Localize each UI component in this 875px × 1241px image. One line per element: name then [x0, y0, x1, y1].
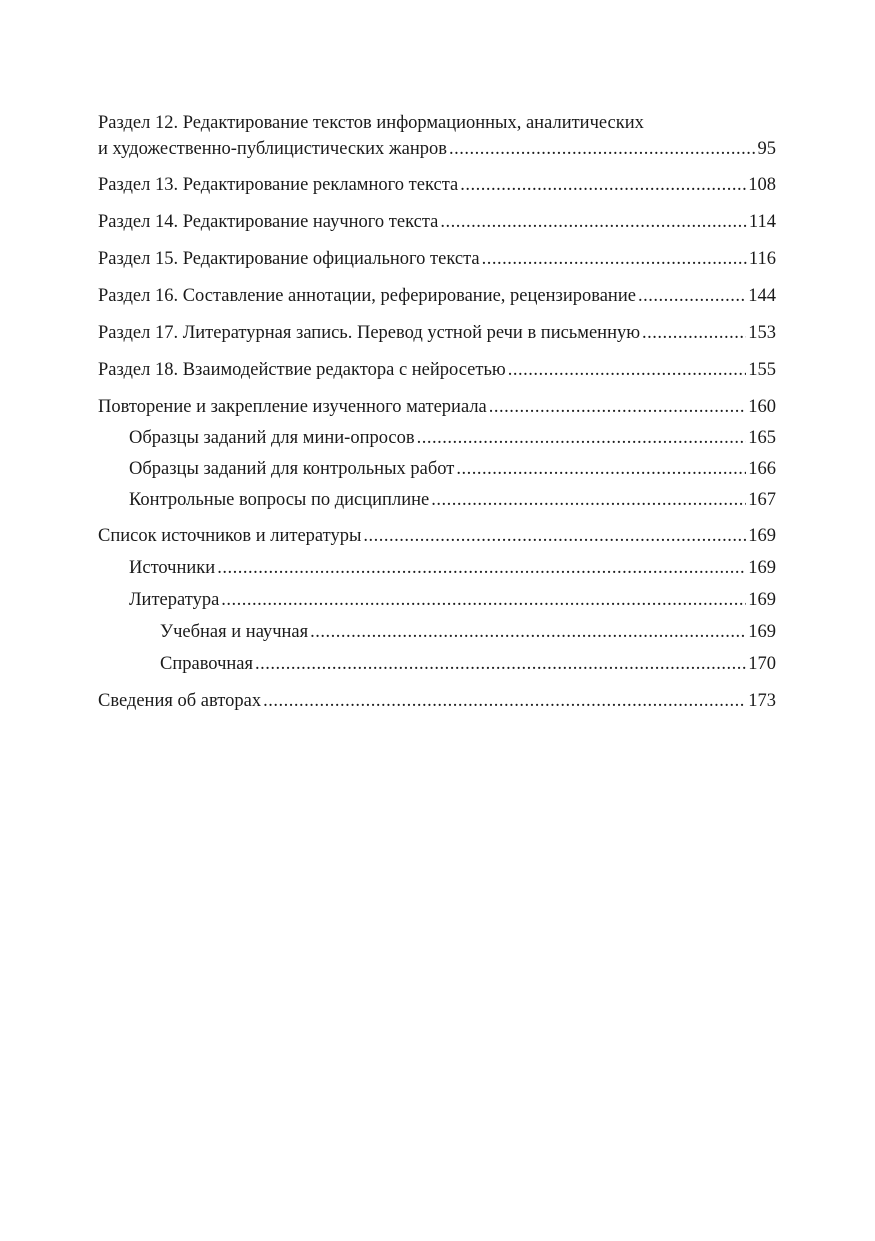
toc-entry-title: Справочная: [160, 654, 254, 674]
toc-entry-title-line1: Раздел 12. Редактирование текстов информационных, аналитических: [98, 113, 644, 133]
toc-entry-title: Повторение и закрепление изученного материала: [98, 397, 487, 417]
dot-leader: [255, 651, 746, 677]
toc-entry-title: Источники: [129, 558, 216, 578]
toc-entry-educational-scientific[interactable]: [98, 619, 776, 645]
toc-entry-bibliography[interactable]: [98, 523, 776, 549]
toc-entry-page: 170: [748, 654, 776, 674]
toc-entry-page: 155: [748, 360, 776, 380]
toc-entry-page: 160: [748, 397, 776, 417]
toc-entry-page: 153: [748, 323, 776, 343]
toc-entry-page: 108: [748, 175, 776, 195]
toc-entry-page: 169: [748, 526, 776, 546]
toc-entry-title: Образцы заданий для мини-опросов: [129, 428, 415, 448]
toc-entry-title: Сведения об авторах: [98, 691, 262, 711]
toc-entry-control-questions[interactable]: [98, 487, 776, 513]
toc-entry-page: 167: [748, 490, 776, 510]
toc-entry-literature[interactable]: [98, 587, 776, 613]
toc-entry-page: 166: [748, 459, 776, 479]
toc-entry-title: Раздел 18. Взаимодействие редактора с нейросетью: [98, 360, 506, 380]
toc-entry-title: Раздел 15. Редактирование официального текста: [98, 249, 480, 269]
dot-leader: [263, 688, 746, 714]
toc-entry-page: 169: [748, 558, 776, 578]
toc-entry-title: Список источников и литературы: [98, 526, 362, 546]
toc-entry-page: 116: [748, 249, 776, 269]
toc-entry-title: Контрольные вопросы по дисциплине: [129, 490, 430, 510]
dot-leader: [431, 487, 746, 513]
toc-entry-title: Образцы заданий для контрольных работ: [129, 459, 455, 479]
toc-entry-title: Раздел 13. Редактирование рекламного текста: [98, 175, 459, 195]
toc-entry-section-12[interactable]: [98, 110, 776, 162]
dot-leader: [638, 283, 746, 309]
dot-leader: [217, 555, 746, 581]
dot-leader: [456, 456, 746, 482]
dot-leader: [642, 320, 746, 346]
toc-entry-title: и художественно-публицистических жанров: [98, 139, 447, 159]
toc-entry-page: 114: [748, 212, 776, 232]
dot-leader: [489, 394, 746, 420]
toc-entry-page: 173: [748, 691, 776, 711]
toc-entry-title: Учебная и научная: [160, 622, 309, 642]
toc-entry-title: Раздел 17. Литературная запись. Перевод устной речи в письменную: [98, 323, 641, 343]
dot-leader: [363, 523, 746, 549]
dot-leader: [482, 246, 747, 272]
toc-entry-sources[interactable]: [98, 555, 776, 581]
toc-entry-page: 144: [748, 286, 776, 306]
toc-entry-mini-quiz-samples[interactable]: [98, 425, 776, 451]
toc-entry-title: Раздел 16. Составление аннотации, реферирование, рецензирование: [98, 286, 636, 306]
dot-leader: [508, 357, 747, 383]
toc-entry-title: Раздел 14. Редактирование научного текста: [98, 212, 439, 232]
toc-entry-section-14[interactable]: [98, 209, 776, 235]
toc-entry-section-18[interactable]: [98, 357, 776, 383]
dot-leader: [417, 425, 747, 451]
toc-entry-review[interactable]: [98, 394, 776, 420]
toc-entry-section-15[interactable]: [98, 246, 776, 272]
toc-entry-page: 169: [748, 590, 776, 610]
dot-leader: [221, 587, 746, 613]
toc-entry-section-13[interactable]: [98, 172, 776, 198]
toc-entry-test-samples[interactable]: [98, 456, 776, 482]
toc-entry-page: 169: [748, 622, 776, 642]
dot-leader: [310, 619, 746, 645]
toc-entry-section-16[interactable]: [98, 283, 776, 309]
toc-entry-reference[interactable]: [98, 651, 776, 677]
toc-entry-page: 95: [757, 139, 776, 159]
toc-entry-section-17[interactable]: [98, 320, 776, 346]
table-of-contents: [98, 110, 776, 714]
toc-entry-page: 165: [748, 428, 776, 448]
dot-leader: [449, 136, 756, 162]
toc-entry-about-authors[interactable]: [98, 688, 776, 714]
toc-entry-title: Литература: [129, 590, 220, 610]
dot-leader: [460, 172, 746, 198]
dot-leader: [440, 209, 747, 235]
